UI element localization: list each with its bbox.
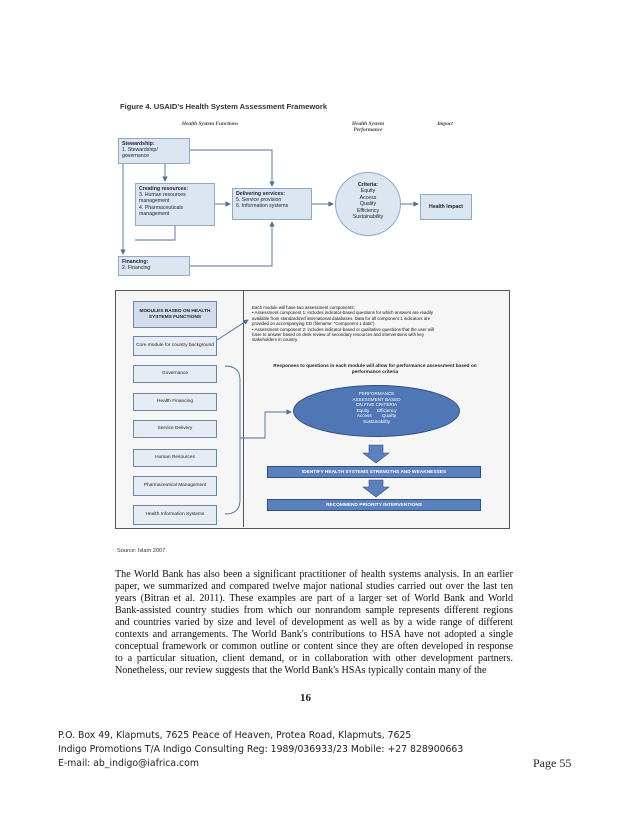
body-line: Nonetheless, our review suggests that the World Bank's HSAs typically contain many of the [115, 665, 487, 676]
financing-line: 2. Financing [122, 265, 151, 272]
note-line: have to answer based on desk review of secondary resources and interventions with key [252, 332, 425, 338]
body-line: The World Bank has also been a significant practitioner of health systems analysis. In an earlier [115, 569, 513, 580]
creating-resources-box [135, 183, 215, 226]
ellipse-line: ASSESSMENT BASED [352, 396, 401, 402]
module-service-delivery: Service Delivery [133, 420, 217, 438]
header-functions: Health System Functions [181, 121, 239, 127]
footer-address: P.O. Box 49, Klapmuts, 7625 Peace of Heaven, Protea Road, Klapmuts, 7625 [58, 730, 412, 741]
header-impact: Impact [437, 121, 453, 127]
response-text: Responses to questions in each module will allow for performance assessment based on performance criteria [273, 364, 477, 375]
ellipse-line: Equity Efficiency [356, 407, 397, 413]
page-label: Page 55 [533, 756, 572, 770]
figure-source: Source: Islam 2007. [117, 548, 167, 554]
body-line: years (Bitran et al. 2011). These examples are part of a larger set of World Bank and World [115, 593, 513, 604]
body-line: conceptual framework or common outline or content since they are often developed in response [115, 641, 513, 652]
criteria-circle [335, 172, 401, 236]
module-his: Health Information Systems [133, 505, 217, 525]
body-line: paper, we summarized and compared twelve major national studies carried out over the last ten [115, 581, 513, 592]
creating-line: 3. Human resources [139, 192, 186, 199]
financing-box [118, 256, 190, 276]
ellipse-line: ON FIVE CRITERIA [355, 402, 398, 408]
recommend-bar: RECOMMEND PRIORITY INTERVENTIONS [267, 499, 481, 511]
footer [58, 729, 463, 771]
performance-ellipse [293, 385, 460, 437]
footer-registration: Indigo Promotions T/A Indigo Consulting Reg: 1989/036933/23 Mobile: +27 828900663 [58, 744, 464, 755]
delivering-line: 6. Information systems [236, 203, 289, 210]
stewardship-line: governance [122, 153, 150, 160]
criteria-item: Equity [360, 188, 376, 195]
criteria-item: Efficiency [356, 207, 380, 214]
delivering-line: 5. Service provision [236, 197, 282, 204]
ellipse-line: PERFORMANCE [358, 391, 395, 396]
assessment-note [252, 305, 502, 343]
financing-title: Financing: [122, 259, 149, 265]
health-impact-box: Health Impact [420, 194, 472, 220]
scan-page-number: 16 [300, 692, 311, 704]
creating-title: Creating resources: [139, 186, 189, 192]
body-line: to a particular situation, client demand, or in collaboration with other development partners. [115, 653, 513, 664]
note-line: Each module will have two assessment components: [252, 305, 355, 310]
module-human-resources: Human Resources [133, 449, 217, 467]
body-line: contexts and arrangements. The World Bank's contributions to HSA have not adopted a single [115, 629, 513, 640]
module-heading: MODULES BASED ON HEALTH SYSTEMS FUNCTIONS [133, 301, 217, 328]
criteria-item: Quality [359, 201, 377, 208]
module-governance: Governance [133, 365, 217, 383]
stewardship-line: 1. Stewardship/ [122, 147, 158, 154]
body-paragraph [115, 569, 513, 677]
identify-bar: IDENTIFY HEALTH SYSTEMS STRENGTHS AND WEAKNESSES [267, 466, 481, 478]
header-performance: Health System Performance [351, 121, 385, 133]
ellipse-line: Access Quality [356, 413, 397, 419]
figure-title: Figure 4. USAID's Health System Assessment Framework [120, 102, 328, 111]
footer-email: E-mail: ab_indigo@iafrica.com [58, 758, 199, 769]
note-line: stakeholders in country. [252, 337, 299, 343]
note-line: • Assessment component 1: includes indicator-based questions for which answers are readily [252, 310, 433, 316]
module-financing: Health Financing [133, 393, 217, 411]
criteria-item: Sustainability [352, 214, 384, 221]
ellipse-line: Sustainability [362, 418, 391, 424]
body-line: and countries varied by size and level of development as well as by a wide range of different [115, 617, 513, 628]
creating-line: 4. Pharmaceuticals [139, 204, 184, 211]
note-line: • Assessment component 2: includes indicator-based or qualitative questions that the user will [252, 326, 434, 332]
criteria-item: Access [359, 194, 377, 201]
stewardship-title: Stewardship: [122, 141, 155, 147]
creating-line: management [139, 210, 170, 217]
body-line: Bank-assisted country studies from which our nonrandom sample represents different regions [115, 605, 513, 616]
note-line: provided on accompanying CD (filename: "Component 1 data") [252, 321, 375, 327]
panel-divider [243, 290, 244, 527]
module-pharmaceutical: Pharmaceutical Management [133, 476, 217, 496]
creating-line: management [139, 198, 170, 205]
note-line: available from standardized international databases. Data for all component 1 indicators are [252, 315, 431, 321]
stewardship-box [118, 138, 190, 164]
delivering-services-box [232, 188, 312, 220]
delivering-title: Delivering services: [236, 191, 286, 197]
criteria-title: Criteria: [358, 182, 378, 188]
module-core: Core module for country background [133, 336, 217, 356]
